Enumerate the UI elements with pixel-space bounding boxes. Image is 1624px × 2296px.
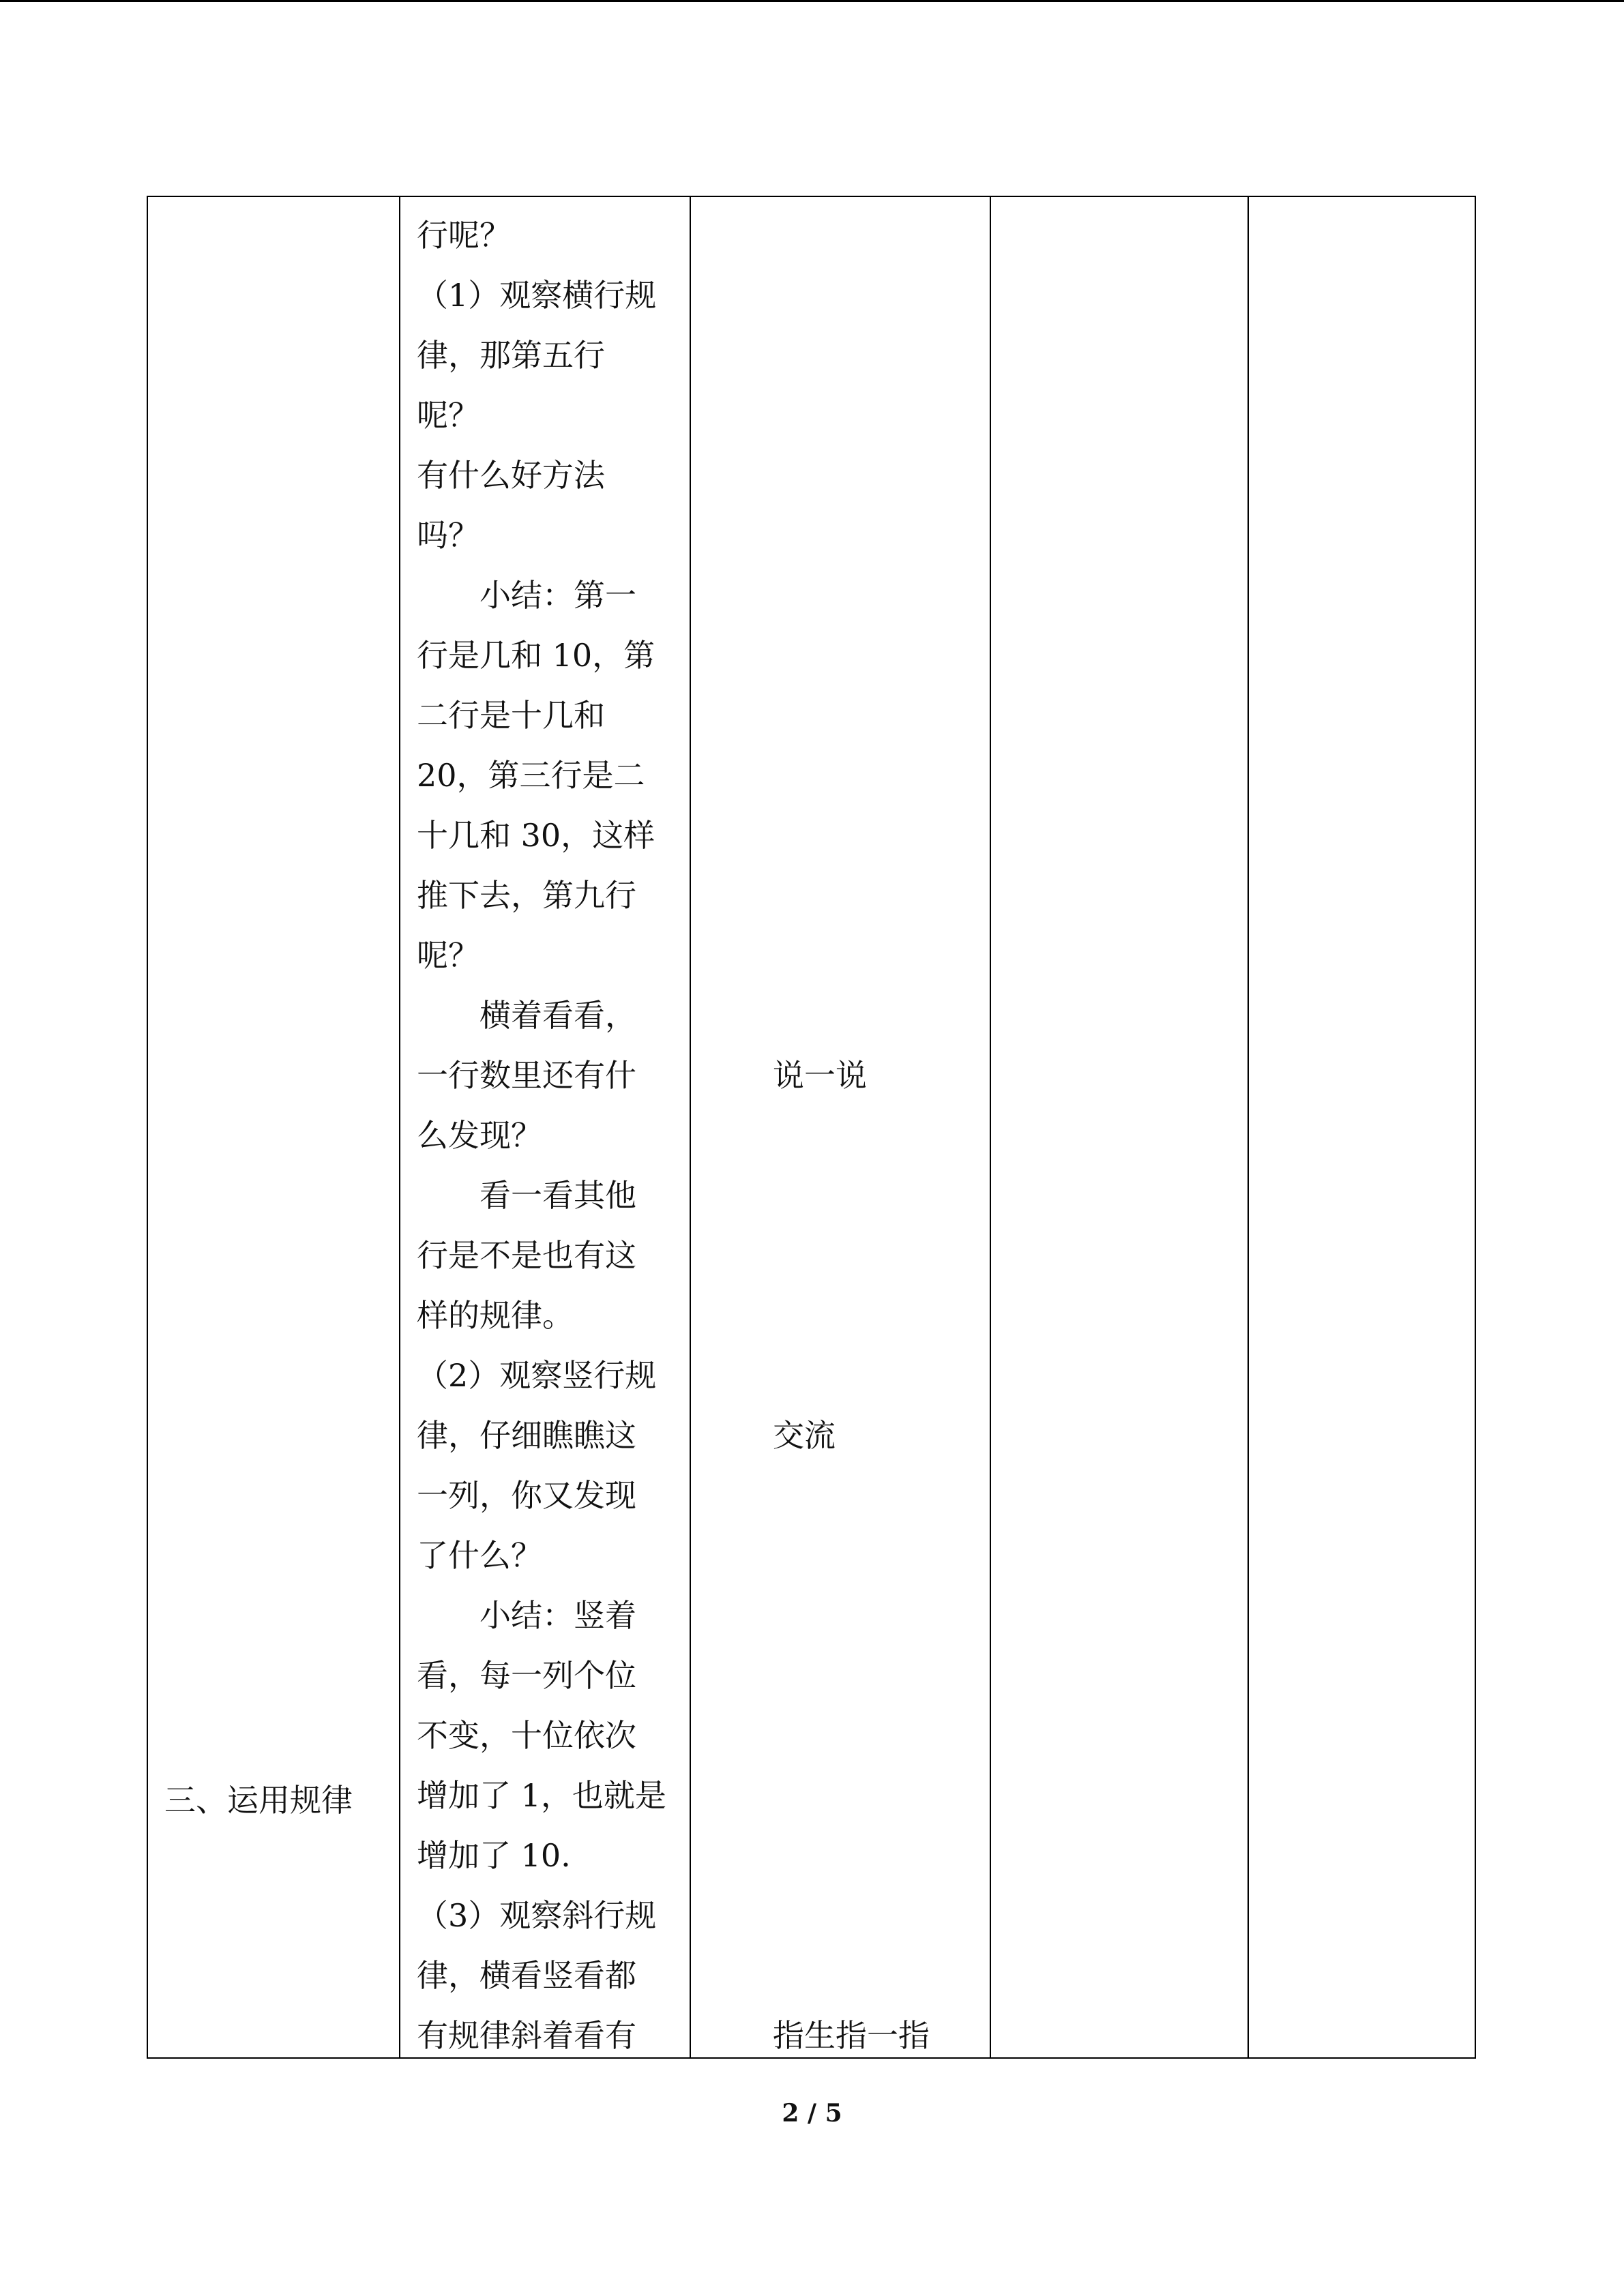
content-line: 看一看其他 [479,1177,636,1214]
lesson-table [147,196,1476,2059]
content-line: 十几和 30，这样 [417,817,655,854]
content-line: 有规律斜着看有 [417,2017,636,2054]
content-line: 一行数里还有什 [417,1057,636,1094]
content-line: 不变，十位依次 [417,1717,636,1754]
content-line: 行是几和 10，第 [417,637,655,674]
content-line: （1）观察横行规 [417,277,657,314]
content-line: 呢？ [417,397,479,434]
content-line: （2）观察竖行规 [417,1357,657,1394]
stage-label: 三、运用规律 [164,1782,353,1819]
teacher-activity-column [400,197,690,2057]
empty-column [1249,197,1476,2057]
top-border [0,0,1624,2]
content-line: 行呢？ [417,217,511,254]
content-line: 有什么好方法 [417,457,605,494]
content-line: （3）观察斜行规 [417,1897,657,1934]
content-line: 横着看看， [479,997,636,1034]
content-line: 增加了 1，也就是 [417,1777,666,1814]
content-line: 吗？ [417,517,479,554]
content-line: 20，第三行是二 [417,757,645,794]
content-line: 一列，你又发现 [417,1477,636,1514]
content-line: 律，仔细瞧瞧这 [417,1417,636,1454]
student-activity-note: 交流 [773,1417,836,1454]
content-line: 增加了 10. [417,1837,571,1874]
content-line: 了什么？ [417,1537,542,1574]
content-line: 律，那第五行 [417,337,605,374]
content-line: 推下去，第九行 [417,877,636,914]
content-line: 行是不是也有这 [417,1237,636,1274]
empty-column [991,197,1247,2057]
student-activity-note: 指生指一指 [773,2017,930,2054]
content-line: 呢？ [417,937,479,974]
content-line: 么发现？ [417,1117,542,1154]
content-line: 样的规律。 [417,1297,574,1334]
page-number: 2 / 5 [782,2099,842,2128]
content-line: 看，每一列个位 [417,1657,636,1694]
content-line: 律，横看竖看都 [417,1957,636,1994]
content-line: 小结：第一 [479,577,636,614]
content-line: 二行是十几和 [417,697,605,734]
student-activity-column [691,197,991,2057]
teacher-activity-text [417,205,666,2066]
stage-column [148,197,399,2057]
content-line: 小结：竖着 [479,1597,636,1634]
student-activity-note: 说一说 [773,1057,867,1094]
